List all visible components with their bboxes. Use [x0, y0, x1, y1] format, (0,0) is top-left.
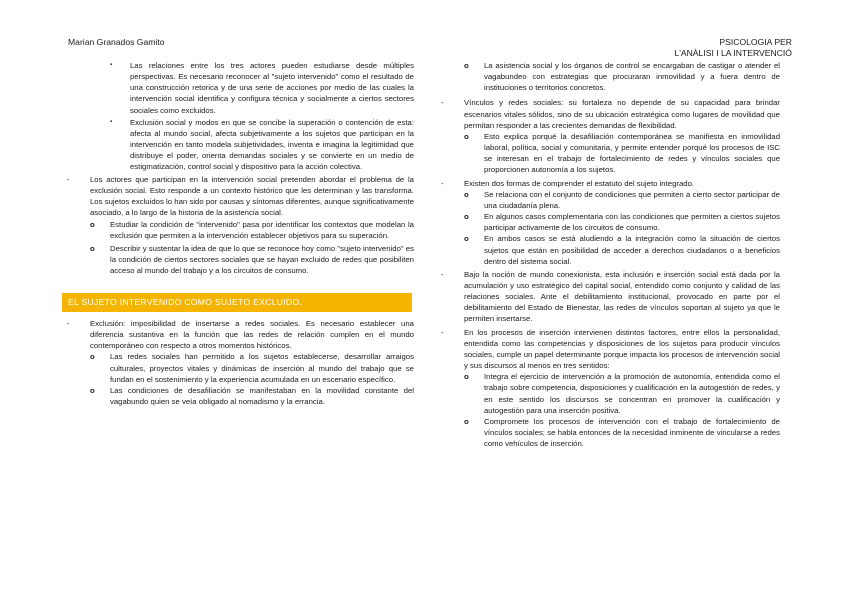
list-item	[436, 211, 780, 233]
list-item	[62, 174, 414, 219]
list-item	[62, 351, 414, 384]
dash-bullet-icon: -	[67, 318, 70, 328]
list-item	[436, 416, 780, 449]
circle-bullet-icon: o	[90, 385, 95, 395]
list-item	[436, 178, 780, 189]
list-item	[62, 117, 414, 173]
list-item-text: Las redes sociales han permitido a los sujetos establecerse, desarrollar arraigos culturales, proyectos vitales y dinámicas de inserción al mundo del trabajo que se fundan en el sostenimiento y la experiencia acumulada en un escenario específico.	[110, 352, 414, 384]
list-item	[436, 189, 780, 211]
dash-bullet-icon: -	[441, 327, 444, 337]
square-bullet-icon: ▪	[110, 118, 113, 125]
list-item-text: Exclusión: imposibilidad de insertarse a redes sociales. Es necesario establecer una diferencia sustantiva en la función que las redes de relación cumplen en el mundo contemporáneo con respecto a otros momentos históricos.	[90, 318, 414, 351]
left-column	[62, 60, 414, 407]
dash-bullet-icon: -	[441, 98, 444, 108]
dash-bullet-icon: -	[441, 178, 444, 188]
circle-bullet-icon: o	[90, 352, 95, 362]
list-item	[436, 327, 780, 372]
circle-bullet-icon: o	[464, 234, 469, 244]
circle-bullet-icon: o	[464, 61, 469, 70]
list-item-text: Se relaciona con el conjunto de condiciones que permiten a cierto sector participar de una ciudadanía plena.	[484, 189, 780, 210]
circle-bullet-icon: o	[464, 372, 469, 382]
list-item	[62, 318, 414, 351]
list-item-text: Bajo la noción de mundo conexionista, esta inclusión e inserción social está dada por la acumulación y uso estratégico del capital social, entendido como conjunto y calidad de las relaciones sociales. Ante el debilitamiento institucional, provocado en parte por el debilitamiento del Estado de Bienestar, las redes de vínculos soportan al sujeto ya que le permiten insertarse.	[464, 269, 780, 324]
circle-bullet-icon: o	[464, 189, 469, 199]
right-column	[436, 60, 780, 449]
dash-bullet-icon: -	[441, 269, 444, 279]
list-item-text: En los procesos de inserción intervienen distintos factores, entre ellos la personalidad, entendida como las competencias y disposiciones de los sujetos para producir vínculos sociales, cumple un papel determinante porque impacta los procesos de intervención social y sus discursos al menos en tres sentidos:	[464, 327, 780, 371]
list-item-text: Integra el ejercicio de intervención a la promoción de autonomía, entendida como el trabajo sobre competencia, disposiciones y cualificación en la autogestión de redes, y en este sentido los discursos se concentran en promover la cualificación y autogestión para una inserción positiva.	[484, 372, 780, 415]
dash-bullet-icon: -	[67, 174, 70, 184]
list-item-text: En algunos casos complementaria con las condiciones que permiten a ciertos sujetos participar activamente de los circuitos de consumo.	[484, 212, 780, 233]
list-item-text: La asistencia social y los órganos de control se encargaban de castigar o atender el vagabundeo con estrategias que procuraran inmovilidad y a fuera dentro de instituciones o territorios concretos.	[484, 61, 780, 93]
list-item	[436, 131, 780, 176]
circle-bullet-icon: o	[464, 131, 469, 141]
list-item	[436, 269, 780, 325]
list-item-text: Existen dos formas de comprender el estatuto del sujeto integrado.	[464, 178, 695, 188]
list-item	[436, 97, 780, 130]
header-author: Marian Granados Gamito	[68, 37, 165, 47]
header-course	[612, 37, 792, 58]
circle-bullet-icon: o	[90, 243, 95, 253]
list-item	[436, 233, 780, 266]
list-item-text: Estudiar la condición de "intervenido" pasa por identificar los contextos que modelan la exclusión que permiten a la intervención establecer objetivos para su superación.	[110, 220, 414, 241]
list-item	[62, 219, 414, 241]
list-item-text: Exclusión social y modos en que se concibe la superación o contención de esta: afecta al mundo social, afecta subjetivamente a los sujetos que participan en la intervención en tanto modela subjetividades, inventa e imagina la legitimidad que distribuye el poder, orienta demandas sociales y se convierte en un medio de estigmatización, control social y dispositivo para la acción colectiva.	[130, 117, 414, 172]
square-bullet-icon: ▪	[110, 62, 113, 68]
circle-bullet-icon: o	[464, 212, 469, 222]
list-item-text: Las relaciones entre los tres actores pueden estudiarse desde múltiples perspectivas. Es necesario reconocer al "sujeto intervenido" como el resultado de una construcción retorica y de una serie de acciones por medio de las cuales la intervención social identifica y configura técnica y socialmente a ciertos sectores sociales como excluidos.	[130, 61, 414, 115]
list-item	[436, 60, 780, 93]
list-item-text: En ambos casos se está aludiendo a la integración como la situación de ciertos sujetos que están en posibilidad de acceder a derechos ciudadanos o a beneficios dentro del sistema social.	[484, 234, 780, 266]
list-item-text: Esto explica porqué la desafiliación contemporánea se manifiesta en inmovilidad laboral, política, social y comunitaria, y permite entender porqué los procesos de ISC se interesan en el trabajo de fortalecimiento de redes y vínculos sociales que proporcionen autonomía a los sujetos.	[484, 131, 780, 175]
header-course-line2: L'ANÀLISI I LA INTERVENCIÓ	[674, 47, 792, 58]
header-course-line1: PSICOLOGIA PER	[719, 37, 792, 47]
list-item-text: Compromete los procesos de intervención con el trabajo de fortalecimiento de vínculos sociales; se habla entonces de la necesidad inminente de vincularse a redes como vehículos de inserción.	[484, 416, 780, 449]
section-heading: EL SUJETO INTERVENIDO COMO SUJETO EXCLUIDO.	[62, 293, 412, 312]
circle-bullet-icon: o	[90, 220, 95, 230]
list-item-text: Las condiciones de desafiliación se manifestaban en la movilidad constante del vagabundo quien se veía obligado al nomadismo y la errancia.	[110, 385, 414, 407]
list-item-text: Vínculos y redes sociales: su fortaleza no depende de su capacidad para brindar escenarios vitales sólidos, sino de su ubicación estratégica como lugares de movilidad que permitan responder a las crecientes demandas de flexibilidad.	[464, 98, 780, 130]
list-item	[436, 371, 780, 416]
circle-bullet-icon: o	[464, 416, 469, 426]
list-item	[62, 60, 414, 116]
list-item	[62, 385, 414, 407]
list-item-text: Describir y sustentar la idea de que lo que se reconoce hoy como "sujeto intervenido" es la condición de ciertos sectores sociales que se hayan excluido de redes que posibiliten acceso al mundo del trabajo y a los circuitos de consumo.	[110, 243, 414, 275]
list-item-text: Los actores que participan en la intervención social pretenden abordar el problema de la exclusión social. Esto responde a un contexto histórico que les determinan y las transforma. Los sujetos excluidos lo han sido por causas y síntomas diferentes, aunque significativamente asociado, a lo largo de la historia de la asistencia social.	[90, 174, 414, 218]
list-item	[62, 243, 414, 276]
